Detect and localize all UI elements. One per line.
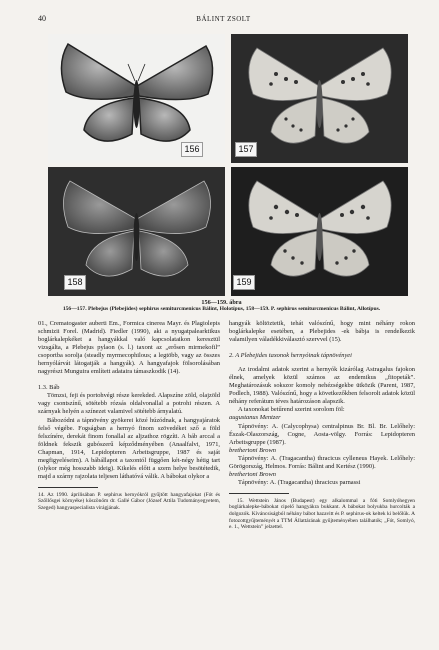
butterfly-underside-photo bbox=[231, 167, 408, 296]
plate-number-label: 157 bbox=[235, 142, 257, 157]
caption-title: 156—159. ábra bbox=[201, 299, 242, 306]
taxon-name: brethertoni Brown bbox=[229, 446, 276, 454]
plate-158 bbox=[48, 167, 225, 296]
taxon-name: brethertoni Brown bbox=[229, 470, 276, 478]
left-column bbox=[38, 320, 220, 512]
plate-159 bbox=[231, 167, 408, 296]
right-column bbox=[229, 320, 415, 531]
plate-number-label: 156 bbox=[181, 142, 203, 157]
host-plant-entry: Tápnövény: A. (Calycophysa) centralpinus Br. Bl. Br. Lelőhely: Észak-Olaszország, Cogne, Aosta-völgy. Forrás: Lepidopteren Arbeitsgruppe (1987). bbox=[229, 422, 415, 446]
host-plant-entry: Tápnövény: A. (Tragacantha) thracicus cylleneus Hayek. Lelőhely: Görögország, Helmos. Forrás: Bálint and Kertész (1990). bbox=[229, 454, 415, 470]
plate-157 bbox=[231, 34, 408, 163]
footnote bbox=[38, 492, 220, 512]
taxon-name: augustanus Mentzer bbox=[229, 414, 281, 422]
footnote-rule bbox=[38, 487, 98, 488]
paragraph: Tömzsi, feji és portohvégi része kerekded. Alapszíne zöld, olajzöld vagy csontszínű, sötétebb rózsás oldalvonallal a potrohi részen. A szárnyak helyén a színezet valamivel sötétebb árnyalatú. bbox=[38, 392, 220, 416]
paragraph: A taxonokat betűrend szerint sorolom föl: bbox=[238, 406, 345, 414]
running-head: BÁLINT ZSOLT bbox=[196, 15, 251, 23]
page-header bbox=[38, 14, 409, 26]
paragraph: 01., Crematogaster auberti Em., Formica cinerea Mayr. és Plagiolepis schmizii Forel. (Madrid). Fiedler (1990), aki a nyugatpalearktikus boglárkalepkéket a hangyákkal való kapcsolataikon keresztül vizsgálta, a Plebejus pylaon (s. l.) taxont az „erősen mirmekofil” csoportba sorolja (steadly myrmecophilous; a legtöbb, vagy az összes hernyólárvát látogatják a hangyák). A hangyafajok fölsorolásában nagyrészt Munguira említett adataira támaszkodik (14). bbox=[38, 320, 220, 376]
plate-156 bbox=[48, 34, 225, 163]
paragraph: Bábozódni a tápnövény gyökerei közé húzódnak, a hangyajáratok felső végébe. Fogságban a hernyó finom szövedéket sző a föld felszínére, derekát finom fonallal az aljzathoz rögzíti. A báb arccal a földnek fekszik gubószerű képződményében (Anaalfalvi, 1971, Chapman, 1914, Lepidopteren Arbeitsgruppe, 1987 és saját megfigyeléseim). A bábállapot a taxontól függően két-négy hétig tart (olykor még hosszabb ideig). Kikelés előtt a szem helye besötétedik, majd a szárny rajzolata teljesen láthatóvá válik. A bábokat olykor a bbox=[38, 416, 220, 480]
footnote bbox=[229, 498, 415, 531]
paragraph: hangyák költöztetik, tehát valószínű, hogy mint néhány rokon boglárkalepke esetében, a Plebejides -ek bábja is rendelkezik valamilyen váladékkiválasztó szervvel (15). bbox=[229, 320, 415, 344]
footnote-rule bbox=[229, 493, 289, 494]
caption-text: 156—157. Plebejus (Plebejides) sephirus semiturcmenicus Bálint, Holotípus, 158—159. P. sephirus semiturcmenicus Bálint, Allotípus. bbox=[62, 306, 381, 312]
footnote-text: 15. Wettstein János (Budapest) egy alkalommal a fóti Somlyóhegyen boglárkalepke-bábokat cipelő hangyákra bukkant. A bábokat bolyukba hurcolták a dolgozók. Kíváncsiságból néhány bábot hazavitt és P. sephirus-ok keltek ki belőlük. A fotozottgyűjteményét a TTM Állattárának gyűjteményében találhatók; „Fót, Somlyó, e. 1., Wettstein” jelzettel. bbox=[229, 497, 415, 531]
section-title: 1.3. Báb bbox=[38, 384, 60, 392]
paragraph: Az irodalmi adatok szerint a hernyók kizárólag Astragalus fajokon élnek, amelyek közül számos az endemikus „fitopeták”. Meghatározásuk sokszor komoly nehézségekbe ütközik (Parent, 1987, Podlech, 1988). Valószínű, hogy a következőkben felsorolt adatok közül néhány referátum téves határozáson alapszik. bbox=[229, 366, 415, 406]
section-title: 2. A Plebejides taxonok hernyóinak tápnövényei bbox=[229, 352, 352, 360]
butterfly-underside-photo bbox=[231, 34, 408, 163]
plate-number-label: 159 bbox=[233, 275, 255, 290]
butterfly-plates bbox=[48, 34, 408, 296]
footnote-text: 14. Az 1990. áprilisában P. sephirus hernyókról gyűjtött hangyafajokat (Fót és Szőllősgei környéke) köszönöm dr. Gallé Gábor (József Attila Tudományegyetem, Szeged) hangyaspecialista virágjának. bbox=[38, 491, 220, 512]
figure-caption bbox=[30, 299, 413, 313]
page-number: 40 bbox=[38, 14, 46, 23]
plate-number-label: 158 bbox=[64, 275, 86, 290]
host-plant-entry: Tápnövény: A. (Tragacantha) thracicus parnassi bbox=[238, 478, 361, 486]
